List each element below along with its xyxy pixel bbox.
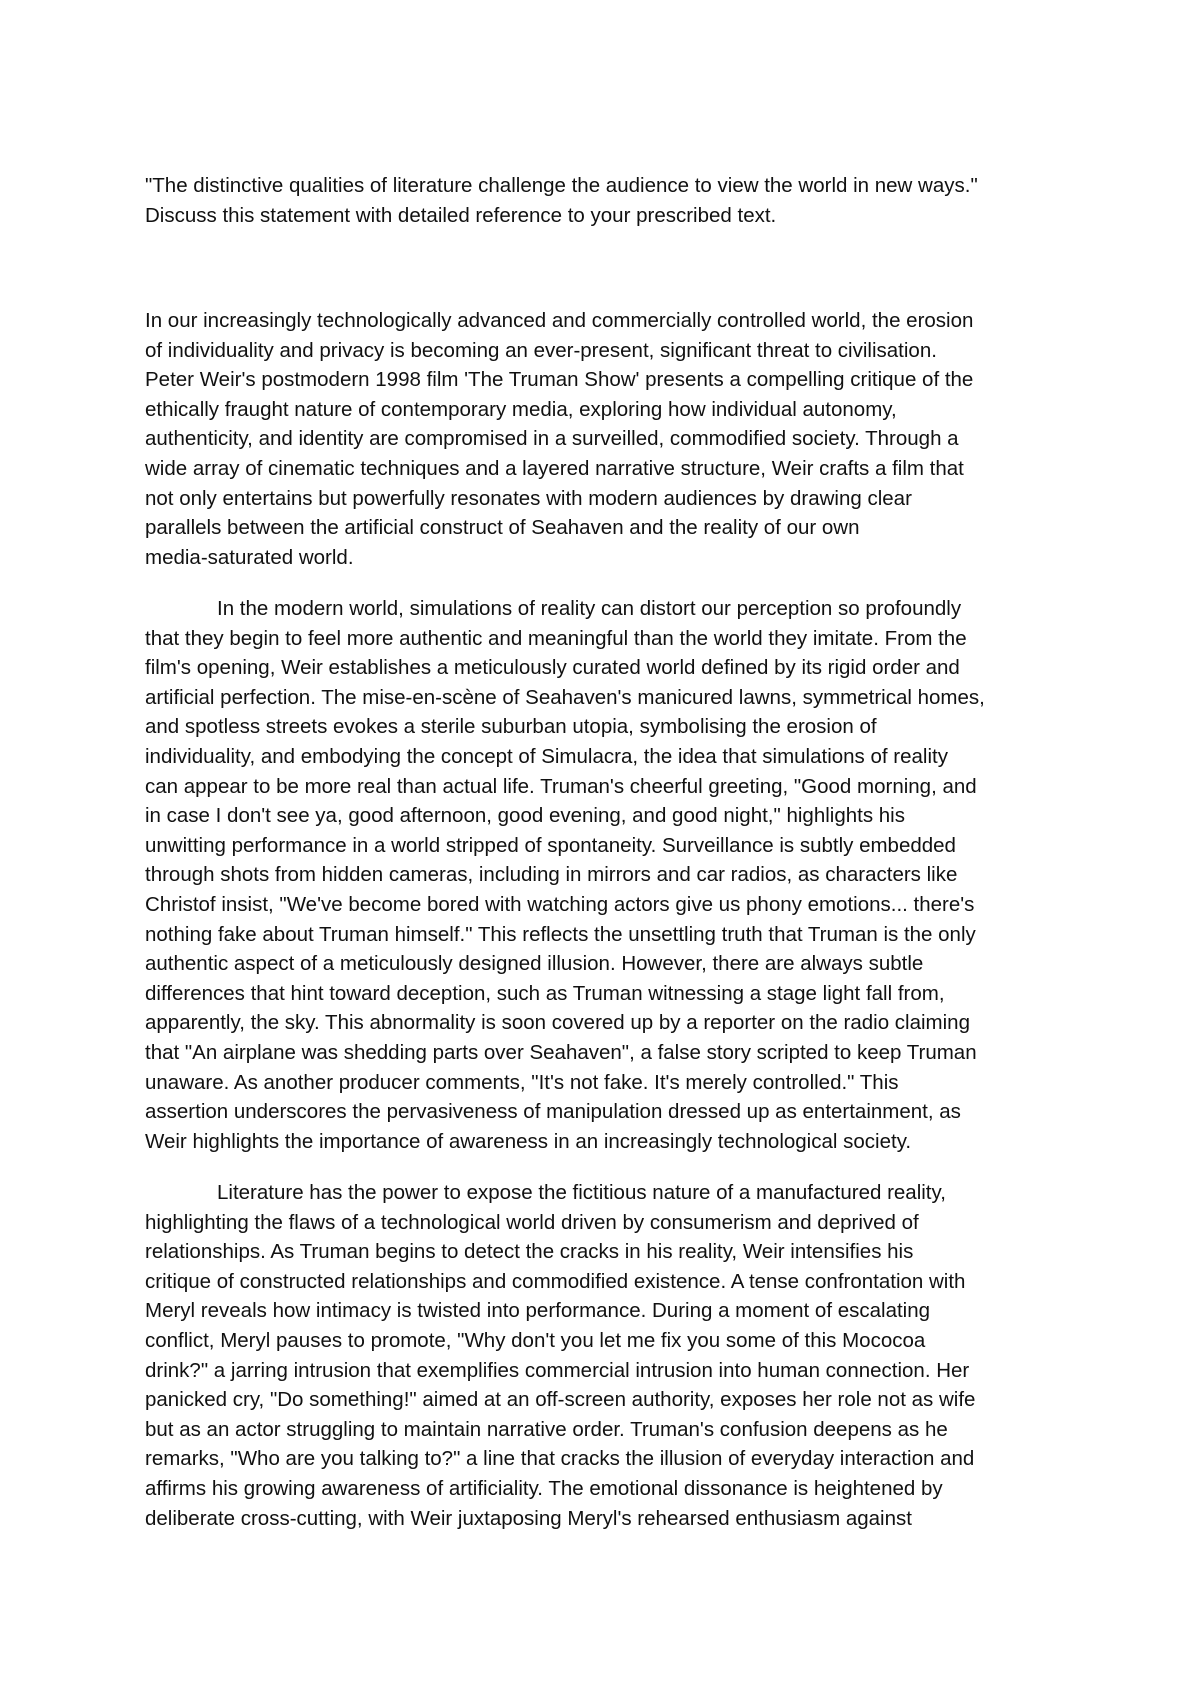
paragraph-line: and spotless streets evokes a sterile suburban utopia, symbolising the erosion of	[145, 715, 877, 739]
paragraph-line: through shots from hidden cameras, including in mirrors and car radios, as characters like	[145, 863, 958, 887]
body-paragraph-relationships	[145, 1178, 1070, 1533]
paragraph-line: differences that hint toward deception, such as Truman witnessing a stage light fall from,	[145, 981, 945, 1005]
paragraph-line: highlighting the flaws of a technological world driven by consumerism and deprived of	[145, 1210, 919, 1234]
paragraph-line: Weir highlights the importance of awareness in an increasingly technological society.	[145, 1129, 912, 1153]
paragraph-line: drink?" a jarring intrusion that exemplifies commercial intrusion into human connection. Her	[145, 1358, 970, 1382]
body-paragraph-simulacra	[145, 594, 1070, 1156]
introduction-paragraph	[145, 306, 1070, 572]
paragraph-line: authenticity, and identity are compromised in a surveilled, commodified society. Through a	[145, 427, 959, 451]
paragraph-line: artificial perfection. The mise-en-scène of Seahaven's manicured lawns, symmetrical homes,	[145, 685, 985, 709]
question-line: Discuss this statement with detailed reference to your prescribed text.	[145, 203, 777, 227]
paragraph-line: media-saturated world.	[145, 545, 354, 569]
paragraph-line: but as an actor struggling to maintain narrative order. Truman's confusion deepens as he	[145, 1417, 948, 1441]
paragraph-line: individuality, and embodying the concept of Simulacra, the idea that simulations of reality	[145, 744, 948, 768]
paragraph-line: not only entertains but powerfully resonates with modern audiences by drawing clear	[145, 486, 912, 510]
paragraph-line: In the modern world, simulations of reality can distort our perception so profoundly	[217, 597, 962, 620]
paragraph-line: Meryl reveals how intimacy is twisted into performance. During a moment of escalating	[145, 1299, 931, 1323]
paragraph-line: remarks, "Who are you talking to?" a line that cracks the illusion of everyday interaction and	[145, 1447, 975, 1471]
paragraph-line: Peter Weir's postmodern 1998 film 'The Truman Show' presents a compelling critique of the	[145, 368, 974, 392]
paragraph-line: nothing fake about Truman himself." This reflects the unsettling truth that Truman is the only	[145, 922, 976, 946]
paragraph-line: wide array of cinematic techniques and a layered narrative structure, Weir crafts a film that	[145, 456, 964, 480]
paragraph-line: that they begin to feel more authentic and meaningful than the world they imitate. From the	[145, 626, 967, 650]
paragraph-line: assertion underscores the pervasiveness of manipulation dressed up as entertainment, as	[145, 1100, 961, 1124]
paragraph-line: apparently, the sky. This abnormality is soon covered up by a reporter on the radio claiming	[145, 1011, 970, 1035]
essay-question	[145, 171, 1070, 230]
paragraph-line: can appear to be more real than actual life. Truman's cheerful greeting, "Good morning, and	[145, 774, 977, 798]
paragraph-line: of individuality and privacy is becoming an ever-present, significant threat to civilisation.	[145, 338, 937, 362]
paragraph-line: critique of constructed relationships and commodified existence. A tense confrontation with	[145, 1269, 966, 1293]
paragraph-line: parallels between the artificial construct of Seahaven and the reality of our own	[145, 516, 860, 540]
paragraph-line: deliberate cross-cutting, with Weir juxtaposing Meryl's rehearsed enthusiasm against	[145, 1506, 912, 1530]
paragraph-line: affirms his growing awareness of artificiality. The emotional dissonance is heightened by	[145, 1476, 943, 1500]
question-line: "The distinctive qualities of literature challenge the audience to view the world in new ways."	[145, 174, 978, 197]
paragraph-line: Literature has the power to expose the fictitious nature of a manufactured reality,	[217, 1181, 946, 1204]
paragraph-line: film's opening, Weir establishes a meticulously curated world defined by its rigid order and	[145, 656, 960, 680]
paragraph-line: In our increasingly technologically advanced and commercially controlled world, the erosion	[145, 309, 974, 332]
paragraph-line: panicked cry, "Do something!" aimed at an off-screen authority, exposes her role not as wife	[145, 1388, 976, 1412]
paragraph-line: unaware. As another producer comments, "It's not fake. It's merely controlled." This	[145, 1070, 899, 1094]
paragraph-line: Christof insist, "We've become bored with watching actors give us phony emotions... there's	[145, 892, 975, 916]
paragraph-line: relationships. As Truman begins to detect the cracks in his reality, Weir intensifies his	[145, 1240, 914, 1264]
paragraph-line: that "An airplane was shedding parts over Seahaven", a false story scripted to keep Truman	[145, 1040, 977, 1064]
paragraph-line: authentic aspect of a meticulously designed illusion. However, there are always subtle	[145, 952, 924, 976]
paragraph-line: in case I don't see ya, good afternoon, good evening, and good night," highlights his	[145, 804, 905, 828]
paragraph-line: unwitting performance in a world stripped of spontaneity. Surveillance is subtly embedded	[145, 833, 956, 857]
paragraph-line: ethically fraught nature of contemporary media, exploring how individual autonomy,	[145, 397, 897, 421]
paragraph-line: conflict, Meryl pauses to promote, "Why don't you let me fix you some of this Mococoa	[145, 1328, 926, 1352]
